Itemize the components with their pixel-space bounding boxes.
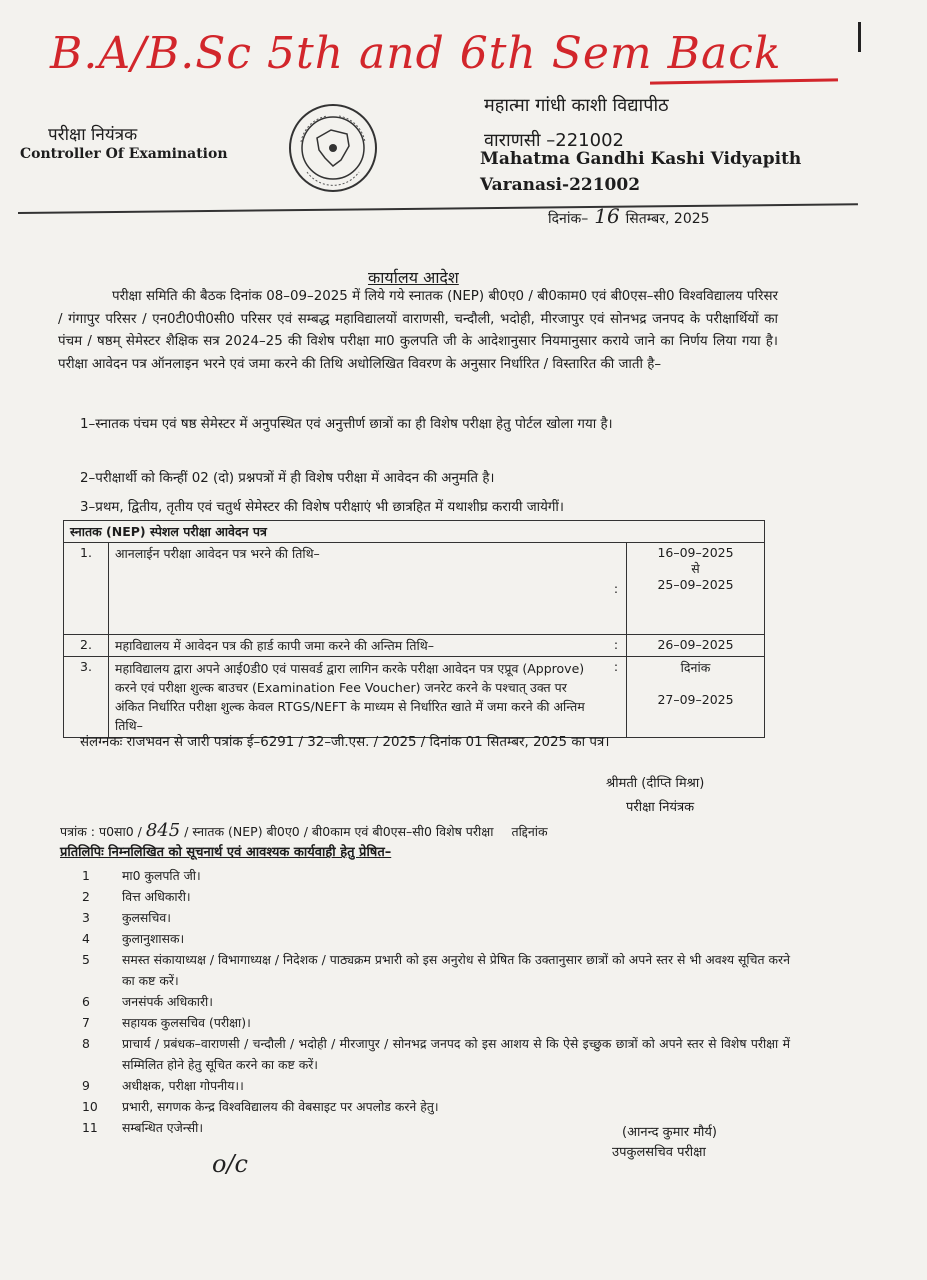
item-number: 2 xyxy=(82,889,90,904)
list-item xyxy=(70,1096,790,1117)
item-number: 4 xyxy=(82,931,90,946)
item-number: 3 xyxy=(82,910,90,925)
list-item xyxy=(70,1075,790,1096)
date-prefix: दिनांक– xyxy=(548,211,589,227)
item-number: 5 xyxy=(82,952,90,967)
list-item xyxy=(70,886,790,907)
row-number: 2. xyxy=(64,635,109,657)
item-number: 7 xyxy=(82,1015,90,1030)
list-item xyxy=(70,928,790,949)
order-point-2: 2–परीक्षार्थी को किन्हीं 02 (दो) प्रश्नपत्रों में ही विशेष परीक्षा में आवेदन की अनुमति है। xyxy=(80,471,495,486)
item-number: 10 xyxy=(82,1099,98,1114)
university-city-hindi: वाराणसी –221002 xyxy=(484,130,624,151)
order-paragraph-text: परीक्षा समिति की बैठक दिनांक 08–09–2025 में लिये गये स्नातक (NEP) बी0ए0 / बी0काम0 एवं बी0एस–सी0 विश्वविद्यालय परिसर / गंगापुर परिसर / एन0टी0पी0सी0 परिसर एवं सम्बद्ध महाविद्यालयों वाराणसी, चन्दौली, भदोही, मीरजापुर एवं सोनभद्र जनपद के परीक्षार्थियों का पंचम / षष्ठम् सेमेस्टर शैक्षिक सत्र 2024–25 की विशेष परीक्षा मा0 कुलपति जी के आदेशानुसार नियमानुसार कराये जाने का निर्णय लिया गया है। परीक्षा आवेदन पत्र ऑनलाइन भरने एवं जमा करने की तिथि अधोलिखित विवरण के अनुसार निर्धारित / विस्तारित की जाती है– xyxy=(58,289,778,372)
list-item xyxy=(70,1012,790,1033)
item-text: सम्बन्धित एजेन्सी। xyxy=(122,1120,204,1135)
row-number: 1. xyxy=(64,543,109,635)
date-line: दिनांक xyxy=(680,660,711,675)
margin-mark xyxy=(858,22,861,52)
reference-line xyxy=(60,820,548,841)
row-description: महाविद्यालय में आवेदन पत्र की हार्ड कापी जमा करने की अन्तिम तिथि– xyxy=(109,635,607,657)
list-item xyxy=(70,907,790,928)
header-divider xyxy=(18,203,858,214)
item-text: प्रभारी, सगणक केन्द्र विश्वविद्यालय की वेबसाइट पर अपलोड करने हेतु। xyxy=(122,1099,439,1114)
handwritten-title: B.A/B.Sc 5th and 6th Sem Back xyxy=(50,28,782,79)
item-text: वित्त अधिकारी। xyxy=(122,889,191,904)
date-line: से xyxy=(691,561,700,576)
row-colon: : xyxy=(606,657,627,738)
item-text: जनसंपर्क अधिकारी। xyxy=(122,994,213,1009)
order-point-1: 1–स्नातक पंचम एवं षष्ठ सेमेस्टर में अनुपस्थित एवं अनुत्तीर्ण छात्रों का ही विशेष परीक्षा हेतु पोर्टल खोला गया है। xyxy=(80,417,613,432)
list-item xyxy=(70,991,790,1012)
order-paragraph xyxy=(58,286,778,376)
schedule-row xyxy=(64,543,765,635)
date-day-handwritten: 16 xyxy=(594,204,620,228)
item-number: 1 xyxy=(82,868,90,883)
item-number: 11 xyxy=(82,1120,98,1135)
row-date xyxy=(627,635,765,657)
university-name-hindi: महात्मा गांधी काशी विद्यापीठ xyxy=(484,95,669,116)
schedule-row xyxy=(64,657,765,738)
item-number: 8 xyxy=(82,1036,90,1051)
row-date xyxy=(627,657,765,738)
signatory-2-name: (आनन्द कुमार मौर्य) xyxy=(622,1125,717,1140)
item-text: समस्त संकायाध्यक्ष / विभागाध्यक्ष / निदेशक / पाठ्यक्रम प्रभारी को इस अनुरोध से प्रेषित कि उक्तानुसार छात्रों को अपने स्तर से भी अवश्य सूचित करने का कष्ट करें। xyxy=(122,952,790,988)
item-text: प्राचार्य / प्रबंधक–वाराणसी / चन्दौली / भदोही / मीरजापुर / सोनभद्र जनपद को इस आशय से कि ऐसे इच्छुक छात्रों को अपने स्तर से विशेष परीक्षा में सम्मिलित होने हेतु सूचित करने का कष्ट करें। xyxy=(122,1036,790,1072)
reference-date: तद्दिनांक xyxy=(511,824,548,839)
schedule-row xyxy=(64,635,765,657)
item-number: 6 xyxy=(82,994,90,1009)
row-description: महाविद्यालय द्वारा अपने आई0डी0 एवं पासवर्ड द्वारा लागिन करके परीक्षा आवेदन पत्र एप्रूव (Approve) करने एवं परीक्षा शुल्क बाउचर (Examination Fee Voucher) जनरेट करने के पश्चात् उक्त पर अंकित निर्धारित परीक्षा शुल्क केवल RTGS/NEFT के माध्यम से निर्धारित खाते में जमा करने की अन्तिम तिथि– xyxy=(109,657,607,738)
date-line: 25–09–2025 xyxy=(657,577,734,592)
row-colon: : xyxy=(606,543,627,635)
list-item xyxy=(70,865,790,886)
copy-list xyxy=(70,865,790,1138)
handwritten-underline xyxy=(650,78,838,84)
row-date xyxy=(627,543,765,635)
copy-header: प्रतिलिपिः निम्नलिखित को सूचनार्थ एवं आवश्यक कार्यवाही हेतु प्रेषित– xyxy=(60,845,392,860)
reference-prefix: पत्रांक : प0सा0 / xyxy=(60,824,142,839)
row-number: 3. xyxy=(64,657,109,738)
item-text: कुलसचिव। xyxy=(122,910,171,925)
reference-suffix: / स्नातक (NEP) बी0ए0 / बी0काम एवं बी0एस–सी0 विशेष परीक्षा xyxy=(184,824,494,839)
office-title-hindi: परीक्षा नियंत्रक xyxy=(48,125,138,145)
schedule-header-row xyxy=(64,521,765,543)
order-title: कार्यालय आदेश xyxy=(368,268,459,287)
list-item xyxy=(70,1033,790,1075)
signatory-2-post: उपकुलसचिव परीक्षा xyxy=(612,1145,706,1160)
item-text: कुलानुशासक। xyxy=(122,931,185,946)
letter-date xyxy=(548,204,710,228)
item-text: सहायक कुलसचिव (परीक्षा)। xyxy=(122,1015,251,1030)
university-city-english: Varanasi-221002 xyxy=(480,175,641,195)
row-colon: : xyxy=(606,635,627,657)
schedule-header: स्नातक (NEP) स्पेशल परीक्षा आवेदन पत्र xyxy=(64,521,765,543)
attachment-note: संलग्नकः राजभवन से जारी पत्रांक ई–6291 / 32–जी.एस. / 2025 / दिनांक 01 सितम्बर, 2025 का पत्र। xyxy=(80,735,610,750)
signatory-1-name: श्रीमती (दीप्ति मिश्रा) xyxy=(606,776,705,791)
date-line: 27–09–2025 xyxy=(657,692,734,707)
order-point-3: 3–प्रथम, द्वितीय, तृतीय एवं चतुर्थ सेमेस्टर की विशेष परीक्षाएं भी छात्रहित में यथाशीघ्र करायी जायेगीं। xyxy=(80,500,564,515)
item-number: 9 xyxy=(82,1078,90,1093)
office-title-english: Controller Of Examination xyxy=(20,146,228,162)
list-item xyxy=(70,949,790,991)
signatory-1-post: परीक्षा नियंत्रक xyxy=(626,800,695,815)
handwritten-initials: o/c xyxy=(212,1150,248,1178)
schedule-table xyxy=(63,520,765,738)
reference-number-handwritten: 845 xyxy=(145,820,181,841)
item-text: मा0 कुलपति जी। xyxy=(122,868,201,883)
date-line: 26–09–2025 xyxy=(657,637,734,652)
date-line: 16–09–2025 xyxy=(657,545,734,560)
university-name-english: Mahatma Gandhi Kashi Vidyapith xyxy=(480,149,802,169)
date-suffix: सितम्बर, 2025 xyxy=(625,211,710,227)
item-text: अधीक्षक, परीक्षा गोपनीय।। xyxy=(122,1078,244,1093)
university-seal-icon xyxy=(287,102,379,194)
row-description: आनलाईन परीक्षा आवेदन पत्र भरने की तिथि– xyxy=(109,543,607,635)
